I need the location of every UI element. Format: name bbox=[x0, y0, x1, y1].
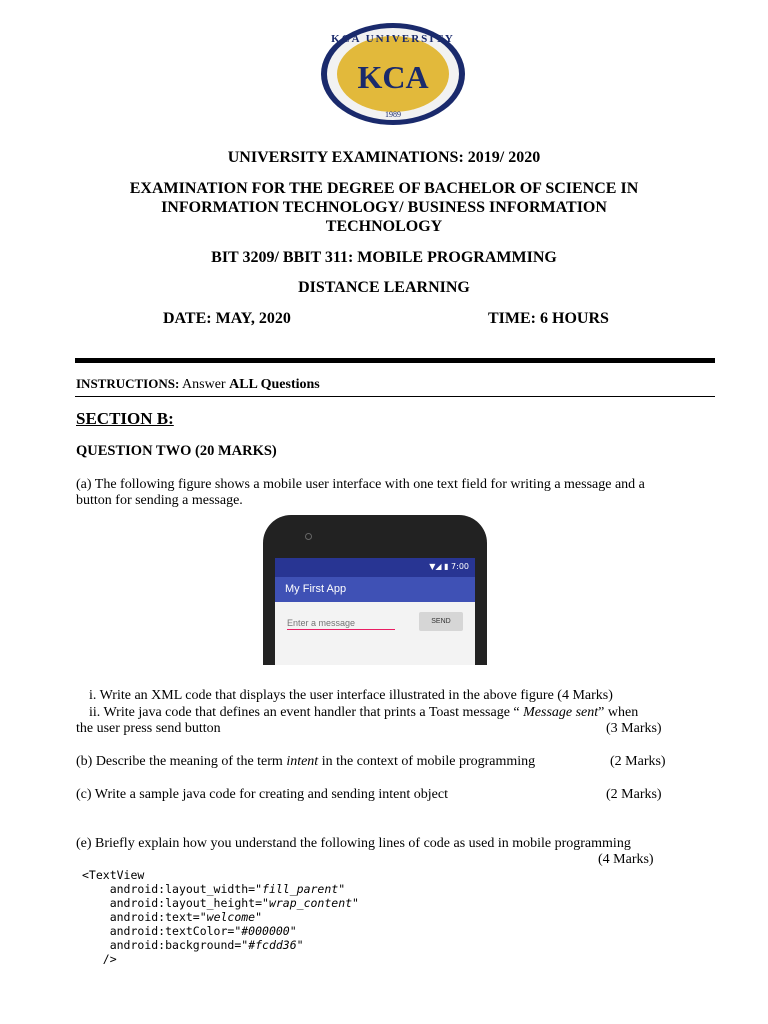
instructions-text: Answer bbox=[182, 377, 226, 392]
part-b-text bbox=[76, 754, 535, 770]
message-input[interactable] bbox=[287, 616, 395, 630]
instructions-label: INSTRUCTIONS: bbox=[76, 376, 180, 391]
part-ii-line2: the user press send button bbox=[76, 721, 221, 736]
degree-title-line: INFORMATION TECHNOLOGY/ BUSINESS INFORMATION bbox=[161, 199, 607, 216]
question-a-line: button for sending a message. bbox=[76, 493, 243, 508]
instructions-divider bbox=[75, 396, 715, 397]
degree-title bbox=[0, 179, 768, 236]
part-ii-text-end: ” when bbox=[598, 705, 639, 720]
term-intent: intent bbox=[286, 754, 319, 769]
front-camera-icon bbox=[305, 533, 312, 540]
part-ii-text-start: ii. Write java code that defines an event handler that prints a Toast message “ bbox=[89, 705, 524, 720]
code-value: "welcome" bbox=[199, 910, 263, 924]
part-ii-marks: (3 Marks) bbox=[606, 721, 662, 736]
question-heading: QUESTION TWO (20 MARKS) bbox=[76, 443, 277, 459]
phone-mockup bbox=[263, 515, 487, 665]
header-divider bbox=[75, 358, 715, 363]
degree-title-line: EXAMINATION FOR THE DEGREE OF BACHELOR OF SCIENCE IN bbox=[129, 180, 639, 197]
part-b-marks: (2 Marks) bbox=[610, 754, 666, 769]
part-b-text-start: (b) Describe the meaning of the term bbox=[76, 754, 287, 769]
code-block bbox=[82, 868, 359, 966]
code-close: /> bbox=[102, 952, 117, 966]
code-line bbox=[82, 924, 359, 938]
question-a-line: (a) The following figure shows a mobile user interface with one text field for writing a message and a bbox=[76, 477, 645, 492]
code-line bbox=[82, 882, 359, 896]
course-title: BIT 3209/ BBIT 311: MOBILE PROGRAMMING bbox=[211, 249, 557, 266]
code-line bbox=[82, 938, 359, 952]
code-line bbox=[82, 952, 359, 966]
mode-title: DISTANCE LEARNING bbox=[298, 279, 470, 296]
svg-text:1989: 1989 bbox=[385, 110, 401, 119]
part-b-text-end: in the context of mobile programming bbox=[318, 754, 536, 769]
status-bar bbox=[275, 558, 475, 577]
app-bar bbox=[275, 577, 475, 602]
exam-date: DATE: MAY, 2020 bbox=[163, 310, 291, 327]
instructions bbox=[76, 376, 320, 393]
app-title: My First App bbox=[285, 583, 347, 595]
part-c-text: (c) Write a sample java code for creating and sending intent object bbox=[76, 787, 448, 802]
exam-duration: TIME: 6 HOURS bbox=[488, 310, 609, 327]
part-i-text: i. Write an XML code that displays the user interface illustrated in the above figure (4 Marks) bbox=[89, 688, 613, 703]
degree-title-line: TECHNOLOGY bbox=[325, 218, 443, 235]
code-attribute: android:textColor= bbox=[109, 924, 235, 938]
svg-text:KCA UNIVERSITY: KCA UNIVERSITY bbox=[331, 33, 455, 45]
question-a-text bbox=[76, 477, 726, 509]
send-button[interactable]: SEND bbox=[419, 612, 463, 631]
code-attribute: android:background= bbox=[109, 938, 242, 952]
section-title: SECTION B: bbox=[76, 409, 174, 428]
code-value: "#000000" bbox=[234, 924, 297, 938]
code-value: "fill_parent" bbox=[255, 882, 346, 896]
kca-university-logo bbox=[320, 22, 466, 126]
code-line bbox=[82, 896, 359, 910]
instructions-emphasis: ALL Questions bbox=[229, 377, 320, 392]
toast-message: Message sent bbox=[523, 705, 599, 720]
phone-screen bbox=[275, 558, 475, 665]
part-ii-text bbox=[89, 705, 719, 721]
code-value: "#fcdd36" bbox=[241, 938, 304, 952]
status-bar-icons bbox=[429, 562, 469, 571]
signal-battery-icon: ▼◢ ▮ bbox=[429, 562, 449, 571]
svg-text:KCA: KCA bbox=[357, 59, 429, 95]
code-attribute: android:layout_width= bbox=[109, 882, 256, 896]
part-e-text: (e) Briefly explain how you understand the following lines of code as used in mobile programming bbox=[76, 836, 631, 851]
part-c-marks: (2 Marks) bbox=[606, 787, 662, 802]
code-attribute: android:layout_height= bbox=[109, 896, 263, 910]
code-attribute: android:text= bbox=[109, 910, 200, 924]
part-e-marks: (4 Marks) bbox=[598, 852, 654, 867]
code-line bbox=[82, 910, 359, 924]
code-value: "wrap_content" bbox=[262, 896, 359, 910]
code-line: <TextView bbox=[82, 868, 145, 882]
status-time: 7:00 bbox=[451, 562, 469, 571]
exam-session-title: UNIVERSITY EXAMINATIONS: 2019/ 2020 bbox=[227, 149, 541, 166]
